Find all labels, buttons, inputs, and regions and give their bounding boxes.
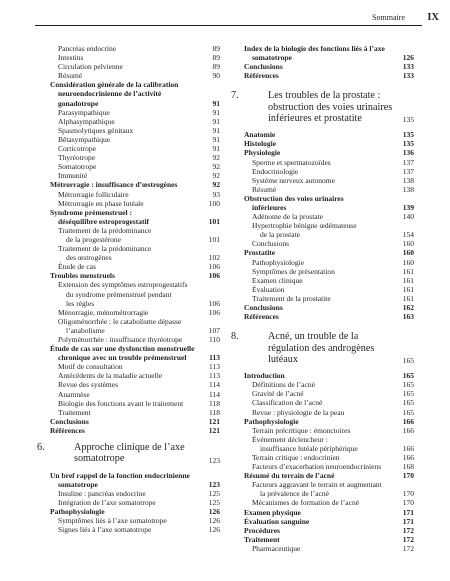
toc-entry-title: Pharmaceutique: [252, 543, 301, 553]
toc-entry-title: Traitement de la prostatite: [252, 293, 331, 303]
toc-entry: [50, 525, 220, 534]
toc-entry-title: inférieures: [252, 203, 287, 213]
toc-entry-title: des œstrogènes: [66, 253, 112, 263]
toc-entry-page-number: 126: [208, 507, 220, 516]
toc-entry-title: les règles: [66, 298, 95, 308]
toc-entry: [244, 462, 414, 471]
chapter-title: Acné, un trouble de la régulation des androgènes lutéaux: [268, 331, 375, 365]
toc-column-left: [37, 44, 220, 535]
toc-entry: [50, 162, 220, 171]
toc-entry-title: Étude de cas sur une dysfonction menstruelle: [50, 344, 195, 354]
toc-entry-title: Conclusions: [244, 303, 283, 313]
toc-entry-title: Métrorragie en phase lutéale: [58, 198, 144, 208]
toc-entry: [50, 62, 220, 71]
toc-entry-title: Endocrinologie: [252, 166, 299, 176]
toc-entry-title: Évaluation sanguine: [244, 516, 310, 526]
toc-entry: [50, 217, 220, 226]
toc-entry: [50, 507, 220, 516]
toc-entry-title: Métrorragie : insuffisance d’œstrogènes: [50, 180, 178, 190]
toc-entry-page-number: 137: [402, 157, 414, 167]
chapter-page-number: 135: [402, 115, 414, 125]
toc-entry: [244, 508, 414, 517]
toc-entry: [50, 498, 220, 507]
toc-entry-title: Revue des systèmes: [58, 380, 118, 390]
toc-entry: [244, 248, 414, 257]
toc-entry-title: Références: [244, 312, 279, 322]
toc-entry-title: Références: [50, 425, 85, 435]
toc-entry-title: Bêtasympathique: [58, 134, 111, 144]
toc-entry-page-number: 121: [208, 416, 220, 426]
toc-entry-page-number: 126: [208, 525, 220, 535]
toc-entry-page-number: 91: [212, 134, 220, 144]
toc-entry: [50, 117, 220, 126]
toc-entry: [244, 312, 414, 321]
toc-entry-title: Circulation pelvienne: [58, 62, 123, 72]
toc-entries-group: [50, 471, 220, 535]
toc-entry: [50, 108, 220, 117]
toc-entry: [244, 398, 414, 407]
toc-entry-title: insuffisance lutéale périphérique: [260, 443, 358, 453]
toc-entry: [244, 167, 414, 176]
chapter-heading: [37, 442, 220, 465]
toc-entry-page-number: 154: [402, 230, 414, 240]
header-rule: [35, 25, 422, 26]
toc-entry: [50, 44, 220, 53]
toc-entry-title: Système nerveux autonome: [252, 175, 335, 185]
chapter-heading: [231, 90, 414, 125]
toc-entry: [244, 71, 414, 80]
toc-entry-title: gonadotrope: [58, 98, 99, 108]
toc-entry-title: somatotrope: [58, 479, 98, 489]
toc-entries-group: [244, 44, 414, 80]
toc-entry-title: Immunité: [58, 171, 88, 181]
toc-entry-page-number: 92: [212, 180, 220, 190]
toc-entry-title: Références: [244, 71, 279, 81]
toc-entry-title: Biologie des fonctions avant le traitement: [58, 398, 184, 408]
toc-entry-title: Traitement: [58, 407, 91, 417]
toc-entry: [50, 89, 220, 98]
toc-column-right: [231, 44, 414, 553]
toc-entry: [244, 426, 414, 435]
toc-entry-title: Oligoménorrhée : le catabolisme dépasse: [58, 316, 182, 326]
toc-entry-title: Alphasympathique: [58, 116, 115, 126]
toc-entry: [50, 53, 220, 62]
toc-entry: [50, 326, 220, 335]
toc-entry: [50, 235, 220, 244]
chapter-title: Approche clinique de l’axe somatotrope: [74, 442, 185, 465]
toc-entry-title: Spasmolytiques génitaux: [58, 125, 134, 135]
toc-entry-title: Traitement de la prédominance: [58, 225, 152, 235]
toc-entry-title: Conclusions: [252, 239, 290, 249]
toc-entry-page-number: 107: [208, 325, 220, 335]
toc-entry-page-number: 90: [212, 71, 220, 81]
toc-entry-page-number: 93: [212, 189, 220, 199]
toc-entry-page-number: 106: [208, 271, 220, 281]
toc-entry-page-number: 160: [402, 248, 414, 258]
toc-entry: [50, 271, 220, 280]
toc-entry-title: Terrain critique : endocrinien: [252, 452, 340, 462]
toc-entry-page-number: 166: [402, 416, 414, 426]
toc-entry: [244, 212, 414, 221]
chapter-page-number: 165: [402, 356, 414, 366]
toc-entry-title: Symptômes de présentation: [252, 266, 335, 276]
toc-entry-title: Pathophysiologie: [244, 416, 299, 426]
toc-entry-page-number: 125: [208, 497, 220, 507]
chapter-number: 8.: [231, 331, 239, 343]
chapter-title: Les troubles de la prostate : obstruction des voies urinaires inférieures et prostatite: [268, 90, 393, 124]
toc-entry-title: Prostatite: [244, 248, 276, 258]
toc-entry: [244, 130, 414, 139]
toc-entry: [244, 239, 414, 248]
toc-entry: [50, 353, 220, 362]
toc-entry: [244, 139, 414, 148]
toc-entry-page-number: 135: [402, 139, 414, 149]
toc-entry-page-number: 101: [208, 234, 220, 244]
toc-entry: [244, 276, 414, 285]
toc-entry: [50, 380, 220, 389]
toc-entry: [50, 135, 220, 144]
toc-entry-title: Intégration de l’axe somatotrope: [58, 497, 156, 507]
toc-entry: [50, 371, 220, 380]
toc-entry-page-number: 166: [402, 452, 414, 462]
toc-entry-page-number: 138: [402, 184, 414, 194]
toc-entry-page-number: 125: [208, 488, 220, 498]
toc-entry-title: Adénome de la prostate: [252, 212, 324, 222]
toc-entry-title: Procédures: [244, 525, 280, 535]
toc-entry-page-number: 171: [402, 516, 414, 526]
toc-entry-page-number: 172: [402, 534, 414, 544]
toc-entry: [244, 498, 414, 507]
toc-entry-title: Gravité de l’acné: [252, 389, 304, 399]
toc-entry: [244, 453, 414, 462]
toc-entry-page-number: 91: [212, 98, 220, 108]
toc-entry: [244, 471, 414, 480]
chapter-number: 7.: [231, 90, 239, 102]
toc-entry-page-number: 165: [402, 371, 414, 381]
toc-entry: [50, 280, 220, 289]
toc-entry-page-number: 161: [402, 266, 414, 276]
toc-entry-page-number: 106: [208, 262, 220, 272]
chapter-heading: [231, 331, 414, 366]
toc-entry-page-number: 160: [402, 257, 414, 267]
toc-entry-page-number: 170: [402, 498, 414, 508]
toc-entries-group: [244, 371, 414, 553]
toc-entry-title: Hypertrophie bénigne œdémateuse: [252, 221, 357, 231]
toc-entry-page-number: 92: [212, 171, 220, 181]
toc-entry-title: Classification de l’acné: [252, 398, 323, 408]
toc-entry: [244, 526, 414, 535]
toc-entry: [50, 317, 220, 326]
toc-entry: [50, 244, 220, 253]
toc-entry-page-number: 133: [402, 62, 414, 72]
toc-entry-title: Revue : physiologie de la peau: [252, 407, 345, 417]
toc-entry-title: Facteurs d’exacerbation neuroendocriniens: [252, 462, 382, 472]
toc-entry-title: du syndrome prémenstruel pendant: [66, 289, 172, 299]
toc-entry-page-number: 161: [402, 284, 414, 294]
toc-entry-page-number: 113: [209, 362, 220, 372]
toc-entry: [50, 171, 220, 180]
toc-entry-page-number: 106: [208, 307, 220, 317]
toc-entry: [244, 194, 414, 203]
toc-entry: [50, 417, 220, 426]
toc-entry-title: Résumé: [58, 71, 83, 81]
toc-entry-title: Pancréas endocrine: [58, 44, 117, 53]
toc-entry-page-number: 138: [402, 175, 414, 185]
toc-entry-page-number: 113: [209, 371, 220, 381]
header-section-label: Sommaire: [372, 13, 405, 22]
toc-entry-page-number: 161: [402, 275, 414, 285]
toc-entry-title: Conclusions: [50, 416, 89, 426]
toc-entry: [244, 148, 414, 157]
toc-entry-page-number: 135: [402, 130, 414, 140]
toc-entry-title: Évaluation: [252, 284, 285, 294]
toc-entry-page-number: 172: [402, 543, 414, 553]
toc-entry-page-number: 165: [402, 407, 414, 417]
toc-entry: [50, 344, 220, 353]
toc-entry-title: Mécanismes de formation de l’acné: [252, 498, 360, 508]
toc-entry-page-number: 121: [208, 425, 220, 435]
toc-entry-title: Pathophysiologie: [252, 257, 305, 267]
toc-entry: [50, 180, 220, 189]
toc-entry: [244, 44, 414, 53]
toc-entry: [50, 262, 220, 271]
toc-entry-title: Insuline : pancréas endocrine: [58, 488, 146, 498]
toc-entry-page-number: 133: [402, 71, 414, 81]
chapter-number: 6.: [37, 442, 45, 454]
toc-entry-title: Intestins: [58, 53, 84, 63]
toc-entry: [50, 226, 220, 235]
toc-entry: [244, 176, 414, 185]
toc-entry-page-number: 172: [402, 525, 414, 535]
toc-entry-page-number: 165: [402, 380, 414, 390]
toc-entry-page-number: 100: [208, 198, 220, 208]
toc-entry-title: de la progestérone: [66, 234, 121, 244]
toc-entry-title: Index de la biologie des fonctions liés à l’axe: [244, 44, 385, 53]
toc-entry: [244, 535, 414, 544]
toc-entry-title: Syndrome prémenstruel :: [50, 207, 132, 217]
toc-entry-title: Obstruction des voies urinaires: [244, 193, 344, 203]
toc-entry: [244, 62, 414, 71]
toc-entry-page-number: 165: [402, 398, 414, 408]
toc-entry: [50, 199, 220, 208]
toc-entry-title: Corticotrope: [58, 144, 96, 154]
toc-entry-page-number: 126: [402, 53, 414, 63]
toc-entry-title: la prévalence de l’acné: [260, 489, 329, 499]
toc-entry: [50, 480, 220, 489]
toc-entry-title: l’anabolisme: [66, 325, 105, 335]
toc-entry: [50, 299, 220, 308]
toc-entry-page-number: 163: [402, 312, 414, 322]
toc-entry-title: Motif de consultation: [58, 362, 123, 372]
toc-entry: [244, 489, 414, 498]
toc-entry-title: Thyréotrope: [58, 153, 96, 163]
toc-entry: [50, 308, 220, 317]
toc-entry-page-number: 102: [208, 253, 220, 263]
toc-entries-group: [244, 130, 414, 321]
toc-entry-page-number: 91: [212, 125, 220, 135]
toc-entry: [50, 80, 220, 89]
header-page-number: IX: [427, 12, 439, 23]
toc-entry-title: Ménorragie, ménométrorragie: [58, 307, 149, 317]
toc-entry: [244, 380, 414, 389]
toc-entry: [244, 267, 414, 276]
toc-entry: [50, 471, 220, 480]
toc-entry-page-number: 168: [402, 462, 414, 472]
toc-entry-title: de la prostate: [260, 230, 300, 240]
toc-entry: [244, 53, 414, 62]
toc-entry-title: Pathophysiologie: [50, 507, 105, 516]
toc-entry-title: Considération générale de la calibration: [50, 80, 179, 90]
toc-entry-page-number: 162: [402, 303, 414, 313]
toc-entry-title: Métrorragie folliculaire: [58, 189, 129, 199]
toc-entry: [244, 417, 414, 426]
toc-entry: [50, 335, 220, 344]
toc-entry: [50, 71, 220, 80]
toc-entry: [50, 399, 220, 408]
toc-entry-title: Antécédents de la maladie actuelle: [58, 371, 163, 381]
toc-entry-page-number: 137: [402, 166, 414, 176]
toc-entry-page-number: 91: [212, 116, 220, 126]
toc-entry: [244, 230, 414, 239]
toc-entry: [244, 408, 414, 417]
toc-entry-page-number: 139: [402, 203, 414, 213]
toc-entry-page-number: 170: [402, 489, 414, 499]
toc-entry-page-number: 123: [208, 479, 220, 489]
toc-entry-page-number: 114: [209, 389, 220, 399]
toc-entry-page-number: 89: [212, 44, 220, 53]
toc-entry: [50, 153, 220, 162]
toc-entry: [244, 294, 414, 303]
toc-entry-title: neuroendocrinienne de l’activité: [58, 89, 162, 99]
toc-entries-group: [50, 44, 220, 435]
toc-entry-page-number: 160: [402, 239, 414, 249]
toc-entry-title: Somatotrope: [58, 162, 97, 172]
toc-entry-title: Anamnèse: [58, 389, 90, 399]
toc-entry-page-number: 89: [212, 62, 220, 72]
toc-entry-page-number: 91: [212, 144, 220, 154]
toc-entry-title: Facteurs aggravant le terrain et augmentant: [252, 480, 382, 490]
toc-entry-title: Résumé du terrain de l’acné: [244, 471, 335, 481]
toc-entry-title: Résumé: [252, 184, 277, 194]
toc-entry-page-number: 91: [212, 107, 220, 117]
toc-entry-page-number: 118: [209, 407, 220, 417]
toc-entry-page-number: 92: [212, 162, 220, 172]
toc-entry-title: Terrain précritique : émonctoires: [252, 425, 351, 435]
toc-entry-title: Définitions de l’acné: [252, 380, 315, 390]
toc-entry: [244, 544, 414, 553]
toc-entry-title: Polyménorrhée : insuffisance thyréotrope: [58, 335, 183, 344]
toc-entry: [244, 303, 414, 312]
toc-entry-title: Un bref rappel de la fonction endocrinienne: [50, 470, 190, 480]
toc-entry: [244, 203, 414, 212]
toc-entry: [244, 389, 414, 398]
toc-entry-title: Parasympathique: [58, 107, 110, 117]
toc-entry-title: Introduction: [244, 371, 285, 381]
toc-entry-title: Étude de cas: [58, 262, 96, 272]
toc-entry-page-number: 136: [402, 148, 414, 158]
toc-entry-title: Signes liés à l’axe somatotrope: [58, 525, 152, 535]
toc-entry: [50, 390, 220, 399]
toc-entry-title: Symptômes liés à l’axe somatotrope: [58, 516, 167, 526]
toc-entry-title: Examen clinique: [252, 275, 303, 285]
toc-entry: [244, 444, 414, 453]
toc-entry-page-number: 170: [402, 471, 414, 481]
toc-entry: [244, 158, 414, 167]
toc-entry: [244, 435, 414, 444]
toc-entry-page-number: 126: [208, 516, 220, 526]
toc-entry: [244, 258, 414, 267]
toc-entry-page-number: 140: [402, 212, 414, 222]
toc-entry: [50, 144, 220, 153]
toc-entry: [50, 253, 220, 262]
toc-entry: [50, 426, 220, 435]
toc-entry: [244, 185, 414, 194]
toc-entry-title: Troubles menstruels: [50, 271, 115, 281]
chapter-page-number: 123: [208, 455, 220, 465]
toc-entry-page-number: 113: [209, 353, 220, 363]
toc-entry: [50, 290, 220, 299]
toc-entry-page-number: 106: [208, 298, 220, 308]
toc-entry: [50, 516, 220, 525]
toc-entry-page-number: 161: [402, 293, 414, 303]
toc-entry: [244, 517, 414, 526]
toc-entry: [50, 408, 220, 417]
toc-entry-title: déséquilibre estroprogestatif: [58, 216, 150, 226]
toc-entry-title: Extension des symptômes estroprogestatifs: [58, 280, 188, 290]
toc-entry-title: Histologie: [244, 139, 277, 149]
toc-entry-page-number: 166: [402, 425, 414, 435]
toc-entry-page-number: 110: [209, 335, 220, 344]
toc-entry: [50, 208, 220, 217]
toc-entry-page-number: 171: [402, 507, 414, 517]
toc-entry-title: Examen physique: [244, 507, 301, 517]
toc-entry: [50, 126, 220, 135]
toc-entry-title: Sperme et spermatozoïdes: [252, 157, 331, 167]
toc-entry-title: Conclusions: [244, 62, 283, 72]
toc-entry-title: Traitement de la prédominance: [58, 244, 152, 254]
toc-entry-page-number: 166: [402, 443, 414, 453]
toc-entry: [50, 489, 220, 498]
toc-entry-page-number: 89: [212, 53, 220, 63]
toc-entry: [50, 190, 220, 199]
toc-entry-page-number: 101: [208, 216, 220, 226]
toc-entry: [244, 221, 414, 230]
toc-entry-title: Traitement: [244, 534, 280, 544]
toc-entry-title: Physiologie: [244, 148, 281, 158]
toc-entry-page-number: 118: [209, 398, 220, 408]
toc-entry-title: chronique avec un trouble prémenstruel: [58, 353, 187, 363]
toc-entry-title: somatotrope: [252, 53, 292, 63]
toc-entry: [50, 99, 220, 108]
toc-entry: [50, 362, 220, 371]
toc-entry: [244, 480, 414, 489]
toc-entry-title: Événement déclencheur :: [252, 434, 328, 444]
toc-entry-title: Anatomie: [244, 130, 276, 140]
toc-entry-page-number: 92: [212, 153, 220, 163]
toc-entry: [244, 371, 414, 380]
toc-entry-page-number: 114: [209, 380, 220, 390]
toc-entry: [244, 285, 414, 294]
toc-entry-page-number: 165: [402, 389, 414, 399]
